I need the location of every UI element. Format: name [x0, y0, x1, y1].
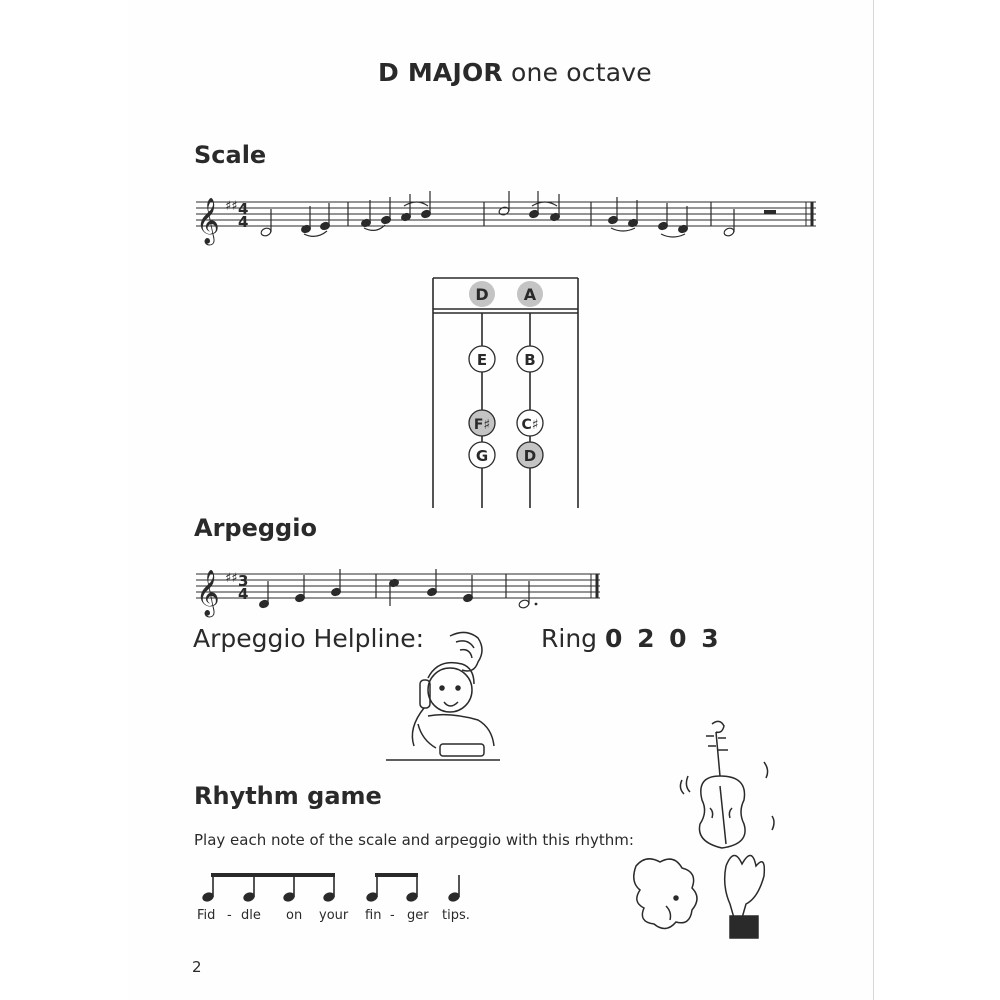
syllable: your [319, 908, 349, 923]
open-string-a [517, 281, 543, 307]
page-title [378, 58, 652, 87]
girl-on-phone-illustration [378, 628, 508, 773]
svg-text:E: E [476, 351, 488, 369]
svg-text:B: B [524, 351, 536, 369]
finger-note-g [469, 442, 495, 468]
title-rest: one octave [502, 58, 652, 87]
syllable: tips. [442, 908, 470, 923]
time-sig-top: 4 [238, 200, 249, 218]
syllable: dle [241, 908, 261, 923]
svg-text:A: A [523, 285, 537, 304]
open-string-d [469, 281, 495, 307]
syllable: - [390, 908, 395, 923]
arpeggio-staff [188, 562, 608, 622]
syllable: - [227, 908, 232, 923]
time-sig-bottom: 4 [238, 585, 249, 603]
scale-staff [188, 190, 828, 250]
svg-text:D: D [475, 285, 489, 304]
finger-note-f-sharp [469, 410, 495, 436]
arpeggio-heading: Arpeggio [194, 514, 317, 542]
key-signature: ♯♯ [225, 199, 238, 214]
violin-fingers-illustration [626, 716, 786, 946]
rhythm-instruction: Play each note of the scale and arpeggio with this rhythm: [194, 831, 634, 849]
finger-note-b [517, 346, 543, 372]
finger-note-e [469, 346, 495, 372]
svg-text:F♯: F♯ [473, 417, 491, 433]
syllable: Fid [197, 908, 216, 923]
scale-heading: Scale [194, 141, 267, 169]
finger-note-d [517, 442, 543, 468]
rhythm-notation [195, 866, 485, 936]
time-sig-bottom: 4 [238, 213, 249, 231]
finger-note-c-sharp [517, 410, 543, 436]
arpeggio-helpline-label: Arpeggio Helpline: [193, 624, 425, 653]
key-signature: ♯♯ [225, 571, 238, 586]
svg-text:D: D [523, 447, 537, 465]
svg-text:C♯: C♯ [521, 417, 539, 433]
syllable: fin [365, 908, 382, 923]
title-bold: D MAJOR [378, 58, 503, 87]
syllable: ger [407, 908, 429, 923]
ring-word: Ring [541, 624, 598, 653]
treble-clef-icon: 𝄞 [196, 198, 220, 244]
svg-text:G: G [475, 447, 489, 465]
syllable: on [286, 908, 303, 923]
treble-clef-icon: 𝄞 [196, 570, 220, 616]
page-number: 2 [192, 958, 202, 976]
time-sig-top: 3 [238, 572, 249, 590]
rhythm-game-heading: Rhythm game [194, 782, 382, 810]
ring-number: 0 2 0 3 [604, 624, 722, 653]
arpeggio-notes [259, 569, 538, 609]
fingerboard-diagram [430, 276, 582, 510]
ring-instruction [541, 624, 722, 653]
